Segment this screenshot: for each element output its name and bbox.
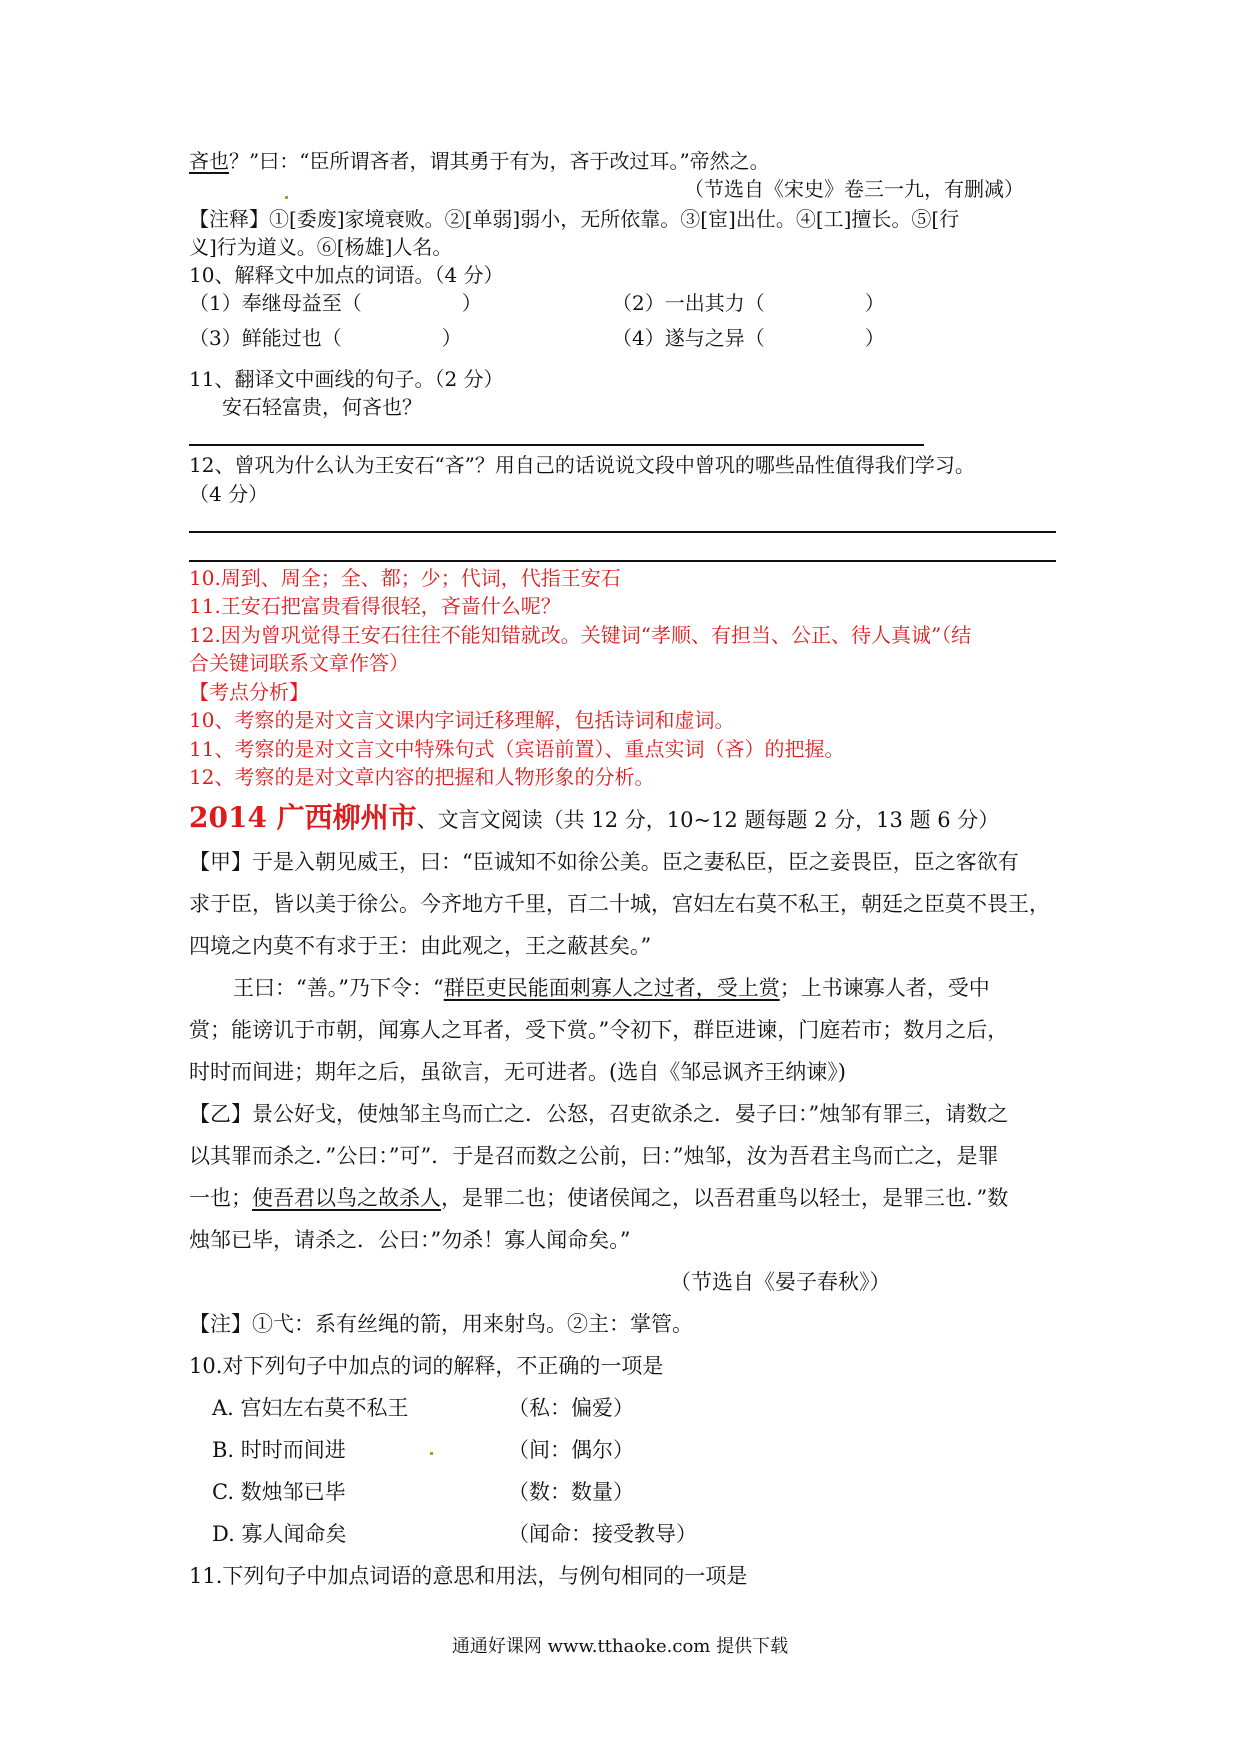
annotation-line: 【注释】①[委废]家境衰败。②[单弱]弱小，无所依靠。③[宦]出仕。④[工]擅长。⑤[行 [189,207,960,231]
annotation-line: 义]行为道义。⑥[杨雄]人名。 [189,235,453,259]
passage-line: 吝也？”曰：“臣所谓吝者，谓其勇于有为，吝于改过耳。”帝然之。 [189,149,770,173]
option-b: B. 时时而间进 [212,1438,346,1462]
annotation-line: 【注】①弋：系有丝绳的箭，用来射鸟。②主：掌管。 [189,1312,693,1336]
answer-line [189,444,924,446]
answer-12: 合关键词联系文章作答） [189,651,409,675]
passage-yi: 【乙】景公好戈，使烛邹主鸟而亡之．公怒，召吏欲杀之．晏子曰：”烛邹有罪三，请数之 [189,1102,1009,1126]
page-footer: 通通好课网 www.tthaoke.com 提供下载 [451,1636,789,1657]
passage-jia: 【甲】于是入朝见威王，曰：“臣诚知不如徐公美。臣之妻私臣，臣之妾畏臣，臣之客欲有 [189,850,1019,874]
question-10-item: （3）鲜能过也（ ） [189,326,462,350]
underlined-sentence: 使吾君以鸟之故杀人 [252,1186,441,1210]
option-d: D. 寡人闻命矣 [212,1522,347,1546]
underlined-sentence: 群臣吏民能面刺寡人之过者，受上赏 [443,976,780,1000]
scan-speck [430,1452,433,1455]
option-c-gloss: （数：数量） [508,1480,634,1504]
option-a: A. 宫妇左右莫不私王 [212,1396,409,1420]
region-title: 2014 广西柳州市 [189,801,417,834]
answer-12: 12.因为曾巩觉得王安石往往不能知错就改。关键词“孝顺、有担当、公正、待人真诚”（结 [189,623,972,647]
option-d-gloss: （闻命：接受教导） [508,1522,697,1546]
question-10-item: （2）一出其力（ ） [612,291,885,315]
source-citation: （节选自《宋史》卷三一九，有删减） [684,177,1024,201]
option-a-gloss: （私：偏爱） [508,1396,634,1420]
passage-jia: 赏；能谤讥于市朝，闻寡人之耳者，受下赏。”令初下，群臣进谏，门庭若市；数月之后， [189,1018,1009,1042]
passage-jia: 王曰：“善。”乃下令：“群臣吏民能面刺寡人之过者，受上赏；上书谏寡人者，受中 [233,976,990,1000]
passage-jia: 时时而间进；期年之后，虽欲言，无可进者。(选自《邹忌讽齐王纳谏》) [189,1060,846,1084]
analysis-item: 12、考察的是对文章内容的把握和人物形象的分析。 [189,765,655,789]
answer-10: 10.周到、周全；全、都；少；代词，代指王安石 [189,566,621,590]
question-10-item: （1）奉继母益至（ ） [189,291,482,315]
scan-speck [285,196,288,199]
analysis-item: 10、考察的是对文言文课内字词迁移理解，包括诗词和虚词。 [189,708,735,732]
question-10-item: （4）遂与之异（ ） [612,326,885,350]
answer-11: 11.王安石把富贵看得很轻，吝啬什么呢？ [189,594,561,618]
answer-line [189,560,1056,562]
question-11: 11、翻译文中画线的句子。（2 分） [189,367,504,391]
question-11-sentence: 安石轻富贵，何吝也？ [222,395,422,419]
answer-line [189,531,1056,533]
question-12: 12、曾巩为什么认为王安石“吝”？用自己的话说说文段中曾巩的哪些品性值得我们学习。 [189,453,975,477]
question-11: 11.下列句子中加点词语的意思和用法，与例句相同的一项是 [189,1564,748,1588]
analysis-heading: 【考点分析】 [189,680,309,704]
analysis-item: 11、考察的是对文言文中特殊句式（宾语前置）、重点实词（吝）的把握。 [189,737,845,761]
question-10: 10.对下列句子中加点的词的解释，不正确的一项是 [189,1354,664,1378]
passage-jia: 求于臣，皆以美于徐公。今齐地方千里，百二十城，宫妇左右莫不私王，朝廷之臣莫不畏王， [189,892,1050,916]
section-heading: 2014 广西柳州市、文言文阅读（共 12 分，10~12 题每题 2 分，13 题 6 分） [189,801,1000,834]
question-12: （4 分） [189,482,269,506]
source-citation: （节选自《晏子春秋》） [670,1270,891,1294]
passage-jia: 四境之内莫不有求于王：由此观之，王之蔽甚矣。” [189,934,652,958]
option-b-gloss: （间：偶尔） [508,1438,634,1462]
passage-yi: 烛邹已毕，请杀之．公曰：”勿杀！寡人闻命矣。” [189,1228,631,1252]
passage-yi: 一也；使吾君以鸟之故杀人，是罪二也；使诸侯闻之，以吾君重鸟以轻士，是罪三也．”数 [189,1186,1009,1210]
question-10: 10、解释文中加点的词语。（4 分） [189,263,504,287]
underlined-word: 吝也 [189,149,229,173]
passage-yi: 以其罪而杀之．”公曰：”可”．于是召而数之公前，曰：”烛邹，汝为吾君主鸟而亡之，是罪 [189,1144,999,1168]
option-c: C. 数烛邹已毕 [212,1480,346,1504]
